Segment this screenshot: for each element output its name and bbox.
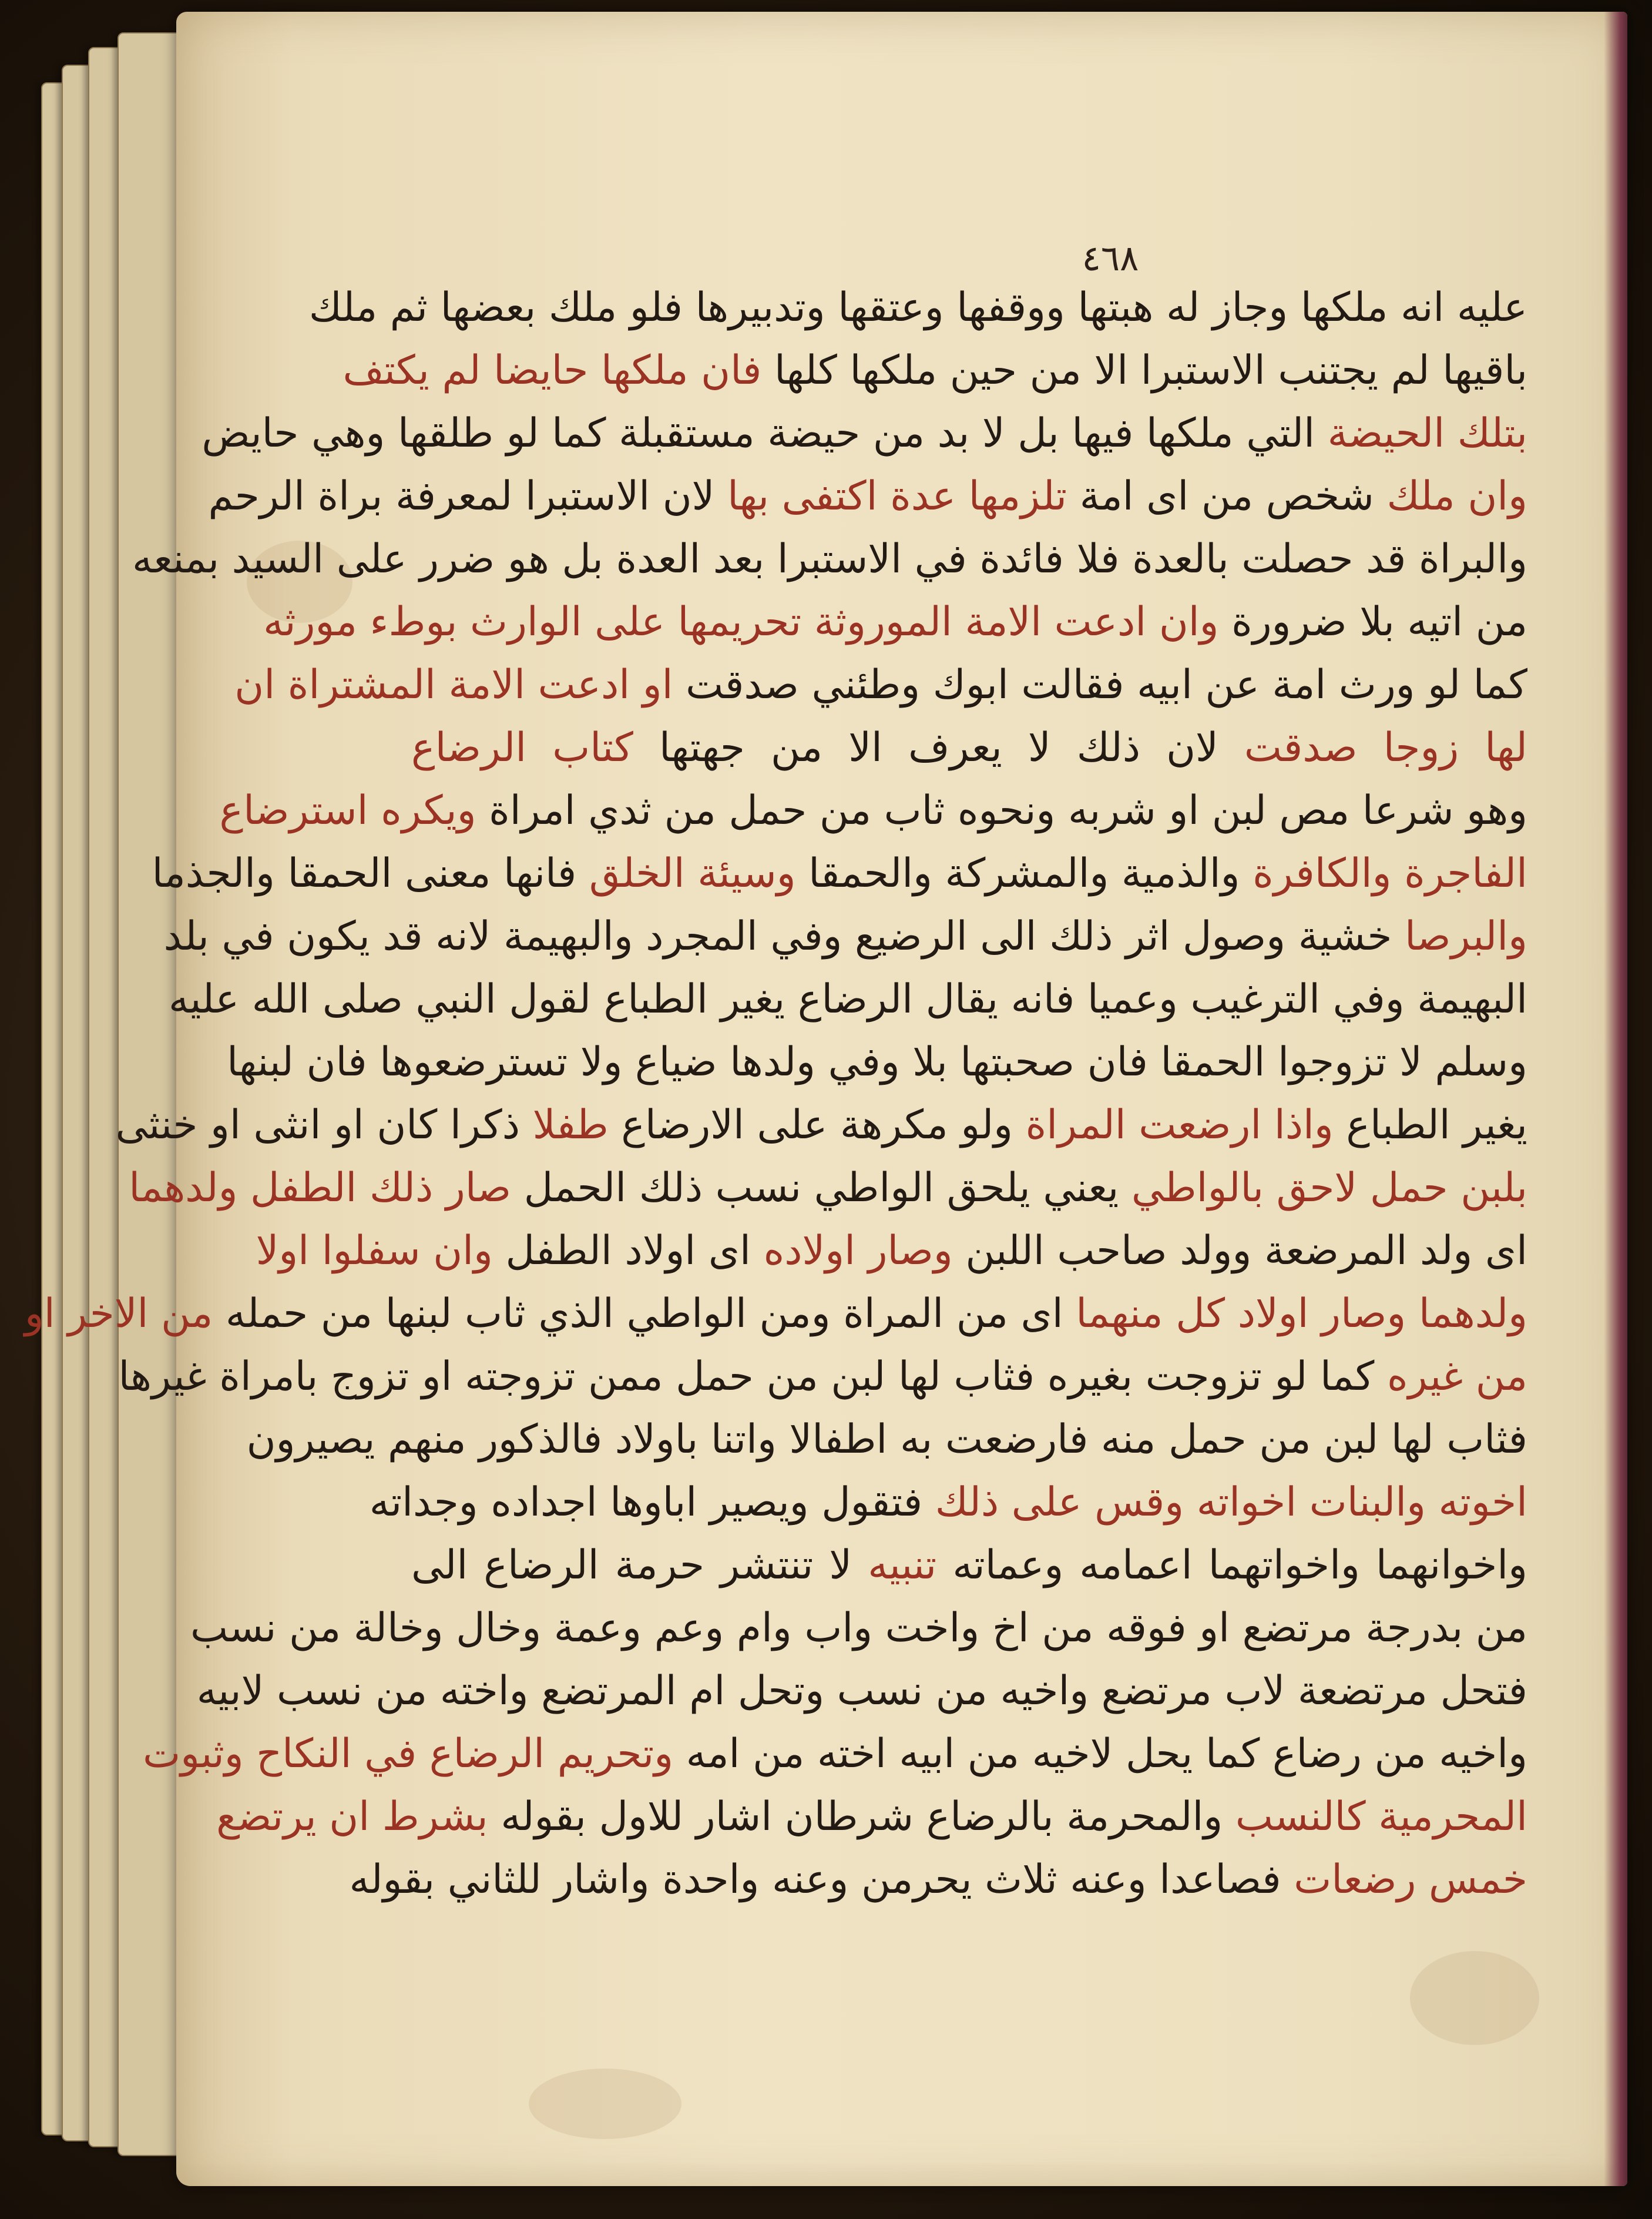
binding-gutter: [1604, 12, 1627, 2186]
body-text: البهيمة وفي الترغيب وعميا فانه يقال الرضاع يغير الطباع لقول النبي صلى الله عليه: [169, 976, 1527, 1023]
text-line: [216, 1785, 1527, 1848]
rubric-text: ولدهما وصار اولاد كل منهما: [1076, 1290, 1527, 1337]
rubric-text: تنبيه: [868, 1542, 937, 1588]
body-text: كما لو ورث امة عن ابيه فقالت ابوك وطئني صدقت: [673, 662, 1527, 708]
body-text: فانها معنى الحمقا والجذما: [152, 850, 589, 897]
text-line: [256, 1219, 1527, 1282]
rubric-text: وتحريم الرضاع في النكاح وثبوت: [143, 1731, 674, 1777]
text-line: [118, 1345, 1527, 1408]
body-text: فثاب لها لبن من حمل منه فارضعت به اطفالا واتنا باولاد فالذكور منهم يصيرون: [246, 1416, 1527, 1463]
rubric-text: وان ملك: [1386, 473, 1527, 519]
body-text: اى من المراة ومن الواطي الذي ثاب لبنها من حمله: [213, 1290, 1076, 1337]
text-line: [163, 905, 1527, 968]
rubric-text: طفلا: [532, 1102, 609, 1148]
text-line: [208, 465, 1527, 528]
rubric-text: بلبن حمل لاحق بالواطي: [1131, 1165, 1527, 1211]
body-text: والمحرمة بالرضاع شرطان اشار للاول بقوله: [488, 1794, 1235, 1840]
body-text: وسلم لا تزوجوا الحمقا فان صحبتها بلا وفي ولدها ضياع ولا تسترضعوها فان لبنها: [227, 1039, 1527, 1085]
manuscript-text: [24, 276, 1528, 1911]
rubric-text: بتلك الحيضة: [1327, 410, 1527, 457]
body-text: كما لو تزوجت بغيره فثاب لها لبن من حمل ممن تزوجته او تزوج بامراة غيرها: [118, 1353, 1387, 1400]
rubric-text: الفاجرة والكافرة: [1253, 850, 1527, 897]
text-line: [411, 1534, 1527, 1597]
rubric-text: من غيره: [1386, 1353, 1527, 1400]
body-text: يعني يلحق الواطي نسب ذلك الحمل: [511, 1165, 1131, 1211]
body-text: من اتيه بلا ضرورة: [1218, 599, 1527, 645]
rubric-text: وسيئة الخلق: [589, 850, 796, 897]
text-line: [152, 842, 1527, 905]
body-text: شخص من اى امة: [1067, 473, 1387, 519]
rubric-text: ويكره استرضاع: [219, 787, 476, 834]
text-line: [227, 1031, 1527, 1094]
rubric-text: كتاب الرضاع: [411, 725, 633, 771]
rubric-text: بشرط ان يرتضع: [216, 1794, 488, 1840]
rubric-text: لها زوجا صدقت: [1244, 725, 1528, 771]
text-line: [169, 968, 1527, 1031]
rubric-text: وان سفلوا اولا: [256, 1228, 493, 1274]
rubric-text: فان ملكها حايضا لم يكتف: [343, 347, 762, 394]
body-text: والذمية والمشركة والحمقا: [795, 850, 1253, 897]
text-line: [411, 716, 1527, 779]
body-text: ذكرا كان او انثى او خنثى: [115, 1102, 533, 1148]
body-text: من بدرجة مرتضع او فوقه من اخ واخت واب وام وعم وعمة وخال وخالة من نسب: [190, 1605, 1527, 1651]
rubric-text: من الاخر او: [24, 1290, 213, 1337]
body-text: وهو شرعا مص لبن او شربه ونحوه ثاب من حمل من ثدي امراة: [476, 787, 1527, 834]
body-text: واخيه من رضاع كما يحل لاخيه من ابيه اخته من امه: [673, 1731, 1527, 1777]
body-text: لا تنتشر حرمة الرضاع الى: [411, 1542, 868, 1588]
folio-number: ٤٦٨: [1082, 238, 1139, 279]
rubric-text: واذا ارضعت المراة: [1025, 1102, 1334, 1148]
text-line: [115, 1094, 1527, 1157]
body-text: خشية وصول اثر ذلك الى الرضيع وفي المجرد والبهيمة لانه قد يكون في بلد: [163, 913, 1405, 960]
text-line: [263, 591, 1527, 653]
rubric-text: او ادعت الامة المشتراة ان: [234, 662, 673, 708]
text-line: [196, 1660, 1527, 1722]
text-line: [343, 339, 1527, 402]
text-line: [132, 528, 1527, 591]
body-text: ولو مكرهة على الارضاع: [608, 1102, 1026, 1148]
rubric-text: صار ذلك الطفل ولدهما: [129, 1165, 512, 1211]
rubric-text: وان ادعت الامة الموروثة تحريمها على الوارث بوطء مورثه: [263, 599, 1219, 645]
rubric-text: وصار اولاده: [763, 1228, 953, 1274]
body-text: عليه انه ملكها وجاز له هبتها ووقفها وعتقها وتدبيرها فلو ملك بعضها ثم ملك: [308, 284, 1527, 331]
text-line: [234, 653, 1527, 716]
text-line: [129, 1157, 1527, 1219]
body-text: لان الاستبرا لمعرفة براة الرحم: [208, 473, 728, 519]
text-line: [349, 1848, 1527, 1911]
rubric-text: خمس رضعات: [1294, 1856, 1527, 1903]
text-line: [369, 1471, 1527, 1534]
body-text: باقيها لم يجتنب الاستبرا الا من حين ملكها كلها: [761, 347, 1527, 394]
body-text: فتقول ويصير اباوها اجداده وجداته: [369, 1479, 935, 1526]
rubric-text: اخوته والبنات اخواته: [1196, 1479, 1527, 1526]
text-line: [308, 276, 1527, 339]
body-text: واخوانهما واخواتهما اعمامه وعماته: [936, 1542, 1527, 1588]
body-text: لان ذلك لا يعرف الا من جهتها: [633, 725, 1244, 771]
text-line: [202, 402, 1527, 465]
body-text: فتحل مرتضعة لاب مرتضع واخيه من نسب وتحل ام المرتضع واخته من نسب لابيه: [196, 1668, 1527, 1714]
rubric-text: وقس على ذلك: [935, 1479, 1197, 1526]
text-line: [219, 779, 1527, 842]
body-text: فصاعدا وعنه ثلاث يحرمن وعنه واحدة واشار للثاني بقوله: [349, 1856, 1294, 1903]
rubric-text: المحرمية كالنسب: [1235, 1794, 1527, 1840]
body-text: والبراة قد حصلت بالعدة فلا فائدة في الاستبرا بعد العدة بل هو ضرر على السيد بمنعه: [132, 536, 1527, 582]
foxing-stain: [1410, 1951, 1539, 2045]
body-text: اى ولد المرضعة وولد صاحب اللبن: [952, 1228, 1527, 1274]
text-line: [143, 1722, 1527, 1785]
body-text: يغير الطباع: [1333, 1102, 1527, 1148]
body-text: اى اولاد الطفل: [492, 1228, 764, 1274]
body-text: التي ملكها فيها بل لا بد من حيضة مستقبلة كما لو طلقها وهي حايض: [202, 410, 1328, 457]
rubric-text: تلزمها عدة اكتفى بها: [727, 473, 1067, 519]
text-line: [24, 1282, 1527, 1345]
text-line: [246, 1408, 1527, 1471]
rubric-text: والبرصا: [1405, 913, 1527, 960]
foxing-stain: [529, 2069, 681, 2139]
text-line: [190, 1597, 1527, 1660]
